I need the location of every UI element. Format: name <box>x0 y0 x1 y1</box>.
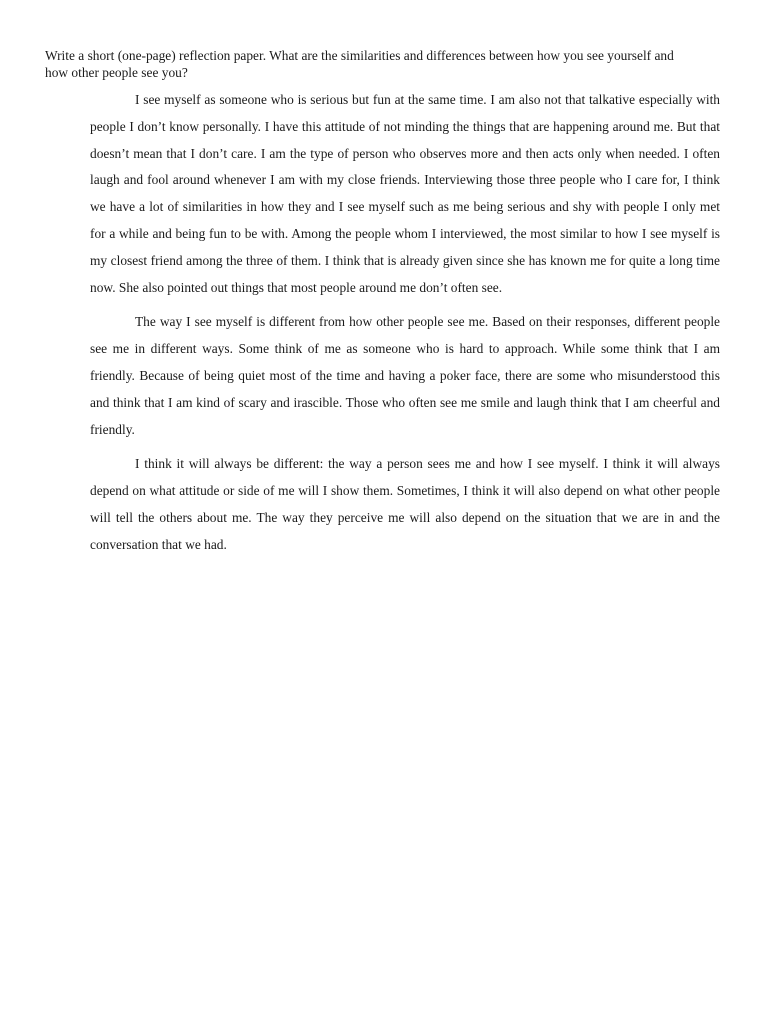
essay-body <box>90 87 720 559</box>
essay-paragraph-3: I think it will always be different: the way a person sees me and how I see myself. I think it will always depend on what attitude or side of me will I show them. Sometimes, I think it will also depend on what other people will tell the others about me. The way they perceive me will also depend on the situation that we are in and the conversation that we had. <box>90 456 720 552</box>
assignment-prompt: Write a short (one-page) reflection paper. What are the similarities and differences between how you see yourself and how other people see you? <box>45 48 674 80</box>
essay-paragraph-2: The way I see myself is different from how other people see me. Based on their responses, different people see me in different ways. Some think of me as someone who is hard to approach. While some think that I am friendly. Because of being quiet most of the time and having a poker face, there are some who misunderstood this and think that I am kind of scary and irascible. Those who often see me smile and laugh think that I am cheerful and friendly. <box>90 314 720 437</box>
essay-paragraph-1: I see myself as someone who is serious but fun at the same time. I am also not that talkative especially with people I don’t know personally. I have this attitude of not minding the things that are happening around me. But that doesn’t mean that I don’t care. I am the type of person who observes more and then acts only when needed. I often laugh and fool around whenever I am with my close friends. Interviewing those three people who I care for, I think we have a lot of similarities in how they and I see myself such as me being serious and shy with people I only met for a while and being fun to be with. Among the people whom I interviewed, the most similar to how I see myself is my closest friend among the three of them. I think that is already given since she has known me for quite a long time now. She also pointed out things that most people around me don’t often see. <box>90 92 720 295</box>
